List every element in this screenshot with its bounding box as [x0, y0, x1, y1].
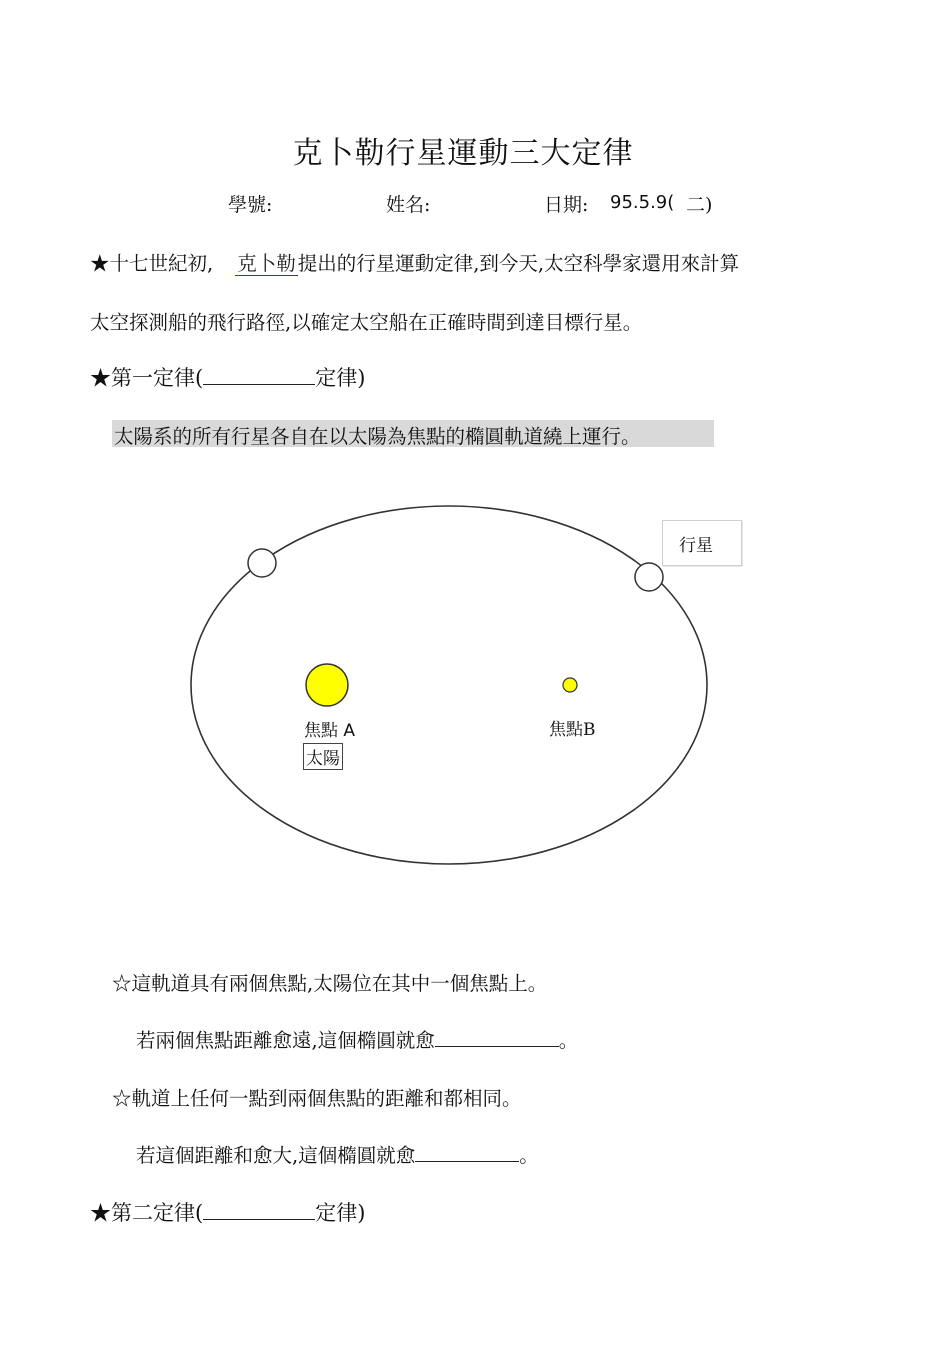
sun-circle	[306, 664, 348, 706]
date-label: 日期:	[544, 194, 589, 216]
note-2-question	[136, 1140, 539, 1168]
second-law-blank[interactable]	[203, 1201, 315, 1220]
planet-label: 行星	[679, 536, 713, 556]
planet-label-box	[662, 520, 742, 566]
focus-b-circle	[563, 678, 577, 692]
intro-line-2: 太空探測船的飛行路徑,以確定太空船在正確時間到達目標行星。	[90, 311, 643, 334]
note-2-question-suffix: 。	[519, 1144, 539, 1167]
note-1-question-suffix: 。	[558, 1029, 579, 1052]
note-1: ☆這軌道具有兩個焦點,太陽位在其中一個焦點上。	[112, 972, 548, 995]
planet-right	[635, 563, 663, 591]
focus-a-text: 焦點	[304, 721, 338, 741]
date-value: 95.5.9(	[610, 192, 675, 213]
intro-prefix: ★十七世紀初,	[90, 252, 214, 275]
second-law-heading-prefix: ★第二定律(	[90, 1201, 204, 1225]
note-2-blank[interactable]	[415, 1143, 519, 1162]
note-1-blank[interactable]	[435, 1028, 559, 1047]
first-law-heading-prefix: ★第一定律(	[90, 366, 204, 390]
focus-a-label	[304, 716, 355, 741]
note-2-question-prefix: 若這個距離和愈大,這個橢圓就愈	[136, 1144, 416, 1167]
intro-suffix: 提出的行星運動定律,到今天,太空科學家還用來計算	[297, 252, 740, 275]
first-law-statement: 太陽系的所有行星各自在以太陽為焦點的橢圓軌道繞上運行。	[114, 425, 641, 448]
page-title: 克卜勒行星運動三大定律	[292, 136, 634, 171]
student-id-label: 學號:	[228, 194, 273, 216]
kepler-link[interactable]: 克卜勒	[237, 252, 296, 275]
second-law-heading-suffix: 定律)	[315, 1201, 366, 1225]
weekday: 二)	[686, 194, 713, 216]
note-1-question-prefix: 若兩個焦點距離愈遠,這個橢圓就愈	[136, 1029, 435, 1052]
note-2: ☆軌道上任何一點到兩個焦點的距離和都相同。	[112, 1087, 522, 1110]
planet-left	[248, 549, 276, 577]
focus-a-letter: A	[343, 721, 356, 741]
sun-label: 太陽	[303, 743, 343, 770]
note-1-question	[136, 1025, 578, 1053]
name-label: 姓名:	[386, 194, 431, 216]
first-law-heading-suffix: 定律)	[315, 366, 366, 390]
second-law-heading	[90, 1197, 365, 1227]
focus-b-label: 焦點B	[549, 720, 596, 740]
